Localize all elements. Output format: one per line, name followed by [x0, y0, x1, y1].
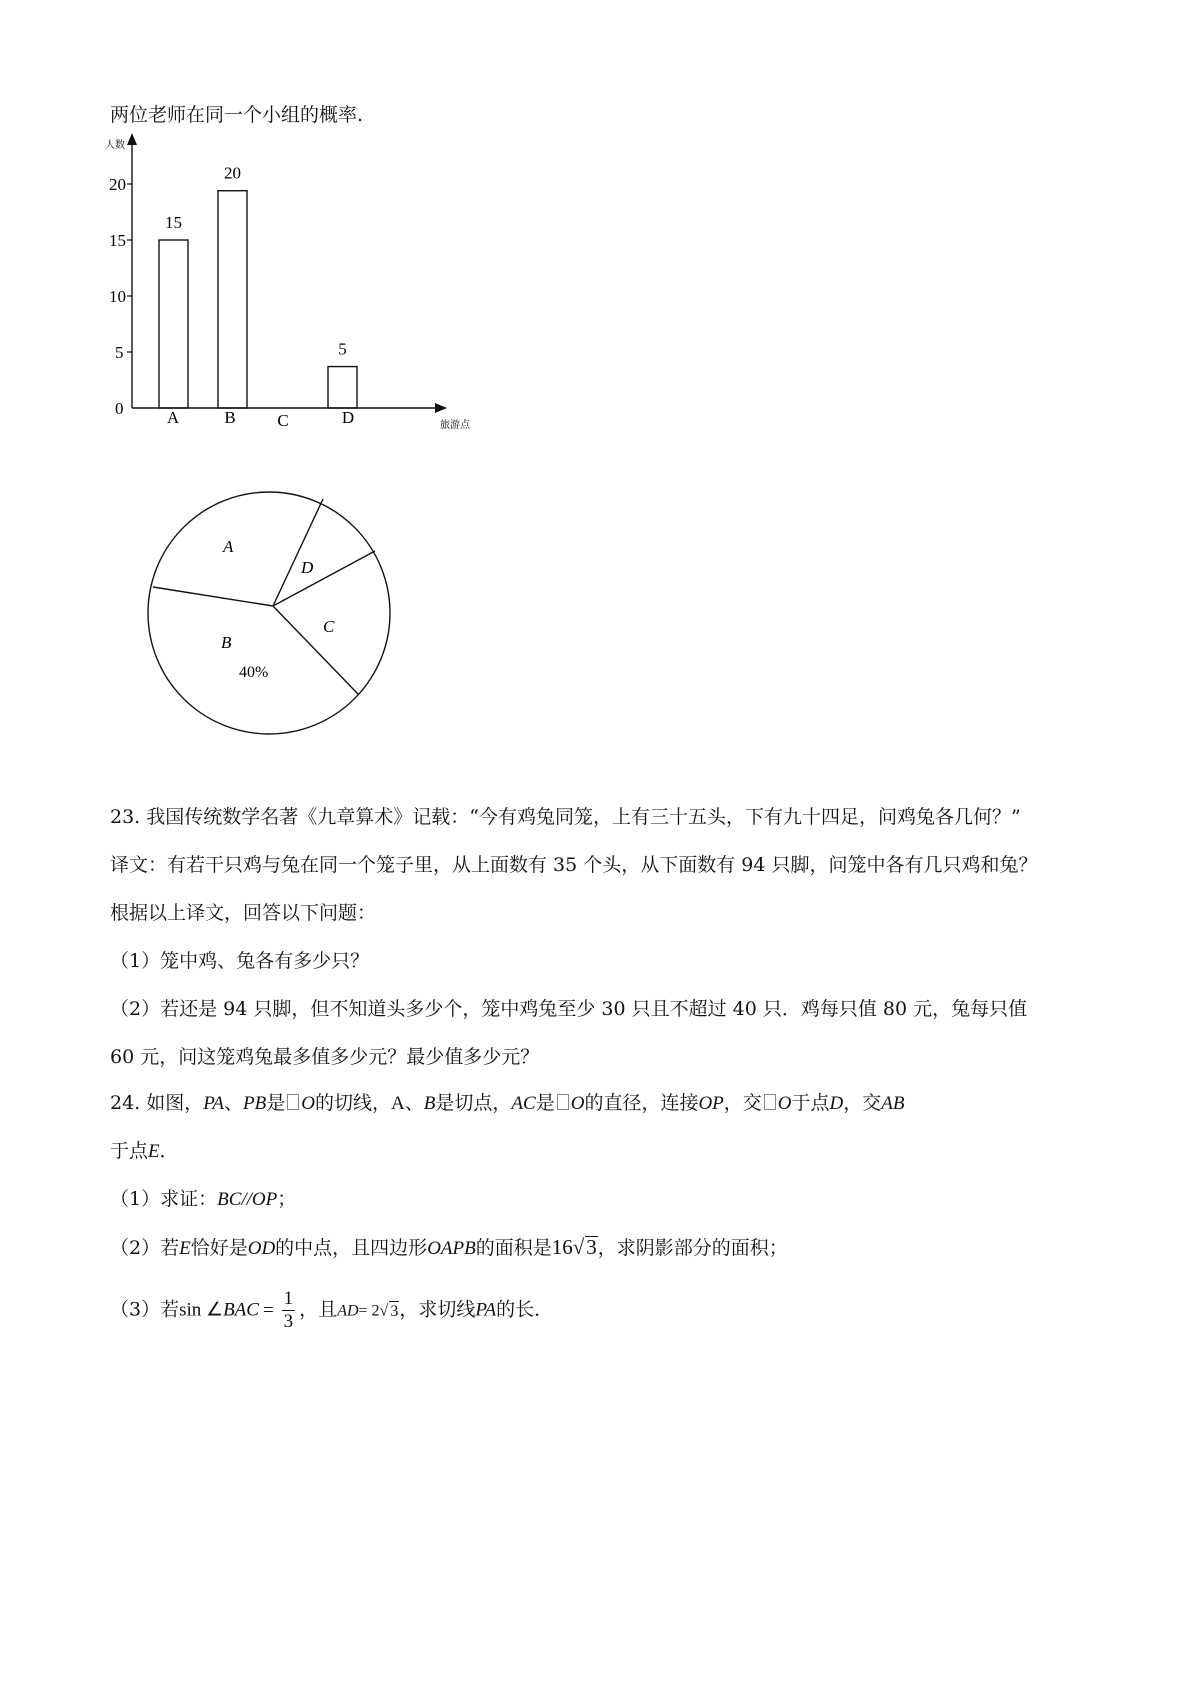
- x-axis-arrow: [435, 403, 447, 413]
- q24-intro: 24. 如图，PA、PB是 O的切线，A、B是切点，AC是 O的直径，连接OP，交 O于点D，交AB: [110, 1092, 905, 1114]
- pie-line-d-c: [273, 551, 375, 606]
- q23-part-1: （1）笼中鸡、兔各有多少只？: [110, 950, 370, 972]
- y-tick-label: 15: [109, 231, 126, 250]
- q23-part-2a: （2）若还是 94 只脚，但不知道头多少个，笼中鸡兔至少 30 只且不超过 40 只．鸡每只值 80 元，兔每只值: [110, 998, 1028, 1020]
- x-tick-label-b: B: [224, 408, 236, 427]
- bar-label-a: 15: [165, 213, 182, 232]
- pie-label-b-percent: 40%: [239, 664, 269, 681]
- q23-line-2: 译文：有若干只鸡与兔在同一个笼子里，从上面数有 35 个头，从下面数有 94 只脚，问笼中各有几只鸡和兔？: [110, 854, 1038, 876]
- bar-chart-axes: [132, 140, 440, 408]
- pie-line-a-d: [273, 499, 323, 606]
- bar-b: [218, 191, 247, 408]
- y-ticks: [109, 175, 132, 418]
- bars: [159, 164, 357, 430]
- q23-line-1: 23. 我国传统数学名著《九章算术》记载：“今有鸡兔同笼，上有三十五头，下有九十四足，问鸡兔各几何？”: [110, 806, 1021, 828]
- y-tick-label: 0: [115, 399, 124, 418]
- q24-part-1: （1）求证：BC//OP；: [110, 1188, 297, 1210]
- pie-label-c: C: [323, 617, 335, 636]
- q24-intro-2: 于点E．: [110, 1140, 179, 1162]
- bar-a: [159, 240, 188, 408]
- x-tick-label-d: D: [341, 408, 355, 427]
- pie-chart: [145, 488, 395, 738]
- x-tick-label-a: A: [166, 408, 180, 427]
- y-axis-label: 人数: [105, 140, 125, 151]
- x-tick-label-c: C: [277, 411, 289, 430]
- y-axis-arrow: [127, 133, 137, 145]
- bar-d: [328, 367, 357, 408]
- pie-label-a: A: [223, 537, 234, 556]
- q24-part-2: （2）若E恰好是OD的中点，且四边形OAPB的面积是16√3，求阴影部分的面积；: [110, 1235, 788, 1259]
- pie-outline: [148, 492, 390, 734]
- q23-line-3: 根据以上译文，回答以下问题：: [110, 902, 377, 924]
- pie-label-d: D: [301, 558, 314, 577]
- bar-chart: [95, 130, 505, 435]
- bar-label-b: 20: [224, 163, 241, 183]
- circle-symbol-icon: [557, 1094, 569, 1110]
- circle-symbol-icon: [764, 1094, 776, 1110]
- bar-label-d: 5: [338, 339, 347, 359]
- top-line: 两位老师在同一个小组的概率.: [110, 104, 364, 126]
- circle-symbol-icon: [287, 1094, 299, 1110]
- q23-part-2b: 60 元，问这笼鸡兔最多值多少元？最少值多少元？: [110, 1046, 540, 1068]
- x-axis-label: 旅游点: [440, 420, 470, 431]
- y-tick-label: 20: [109, 175, 126, 194]
- y-tick-label: 10: [109, 287, 126, 306]
- pie-label-b: B: [221, 633, 232, 652]
- y-tick-label: 5: [115, 343, 124, 362]
- fraction-one-third: $\frac{1}{3}$: [283, 1288, 294, 1332]
- pie-line-c-b: [273, 606, 358, 694]
- q24-part-3: （3）若sin ∠BAC = $\frac{1}{3}$ ，且AD= 2√ 3，求切线PA的长．: [110, 1288, 554, 1332]
- pie-line-a-b: [153, 587, 273, 606]
